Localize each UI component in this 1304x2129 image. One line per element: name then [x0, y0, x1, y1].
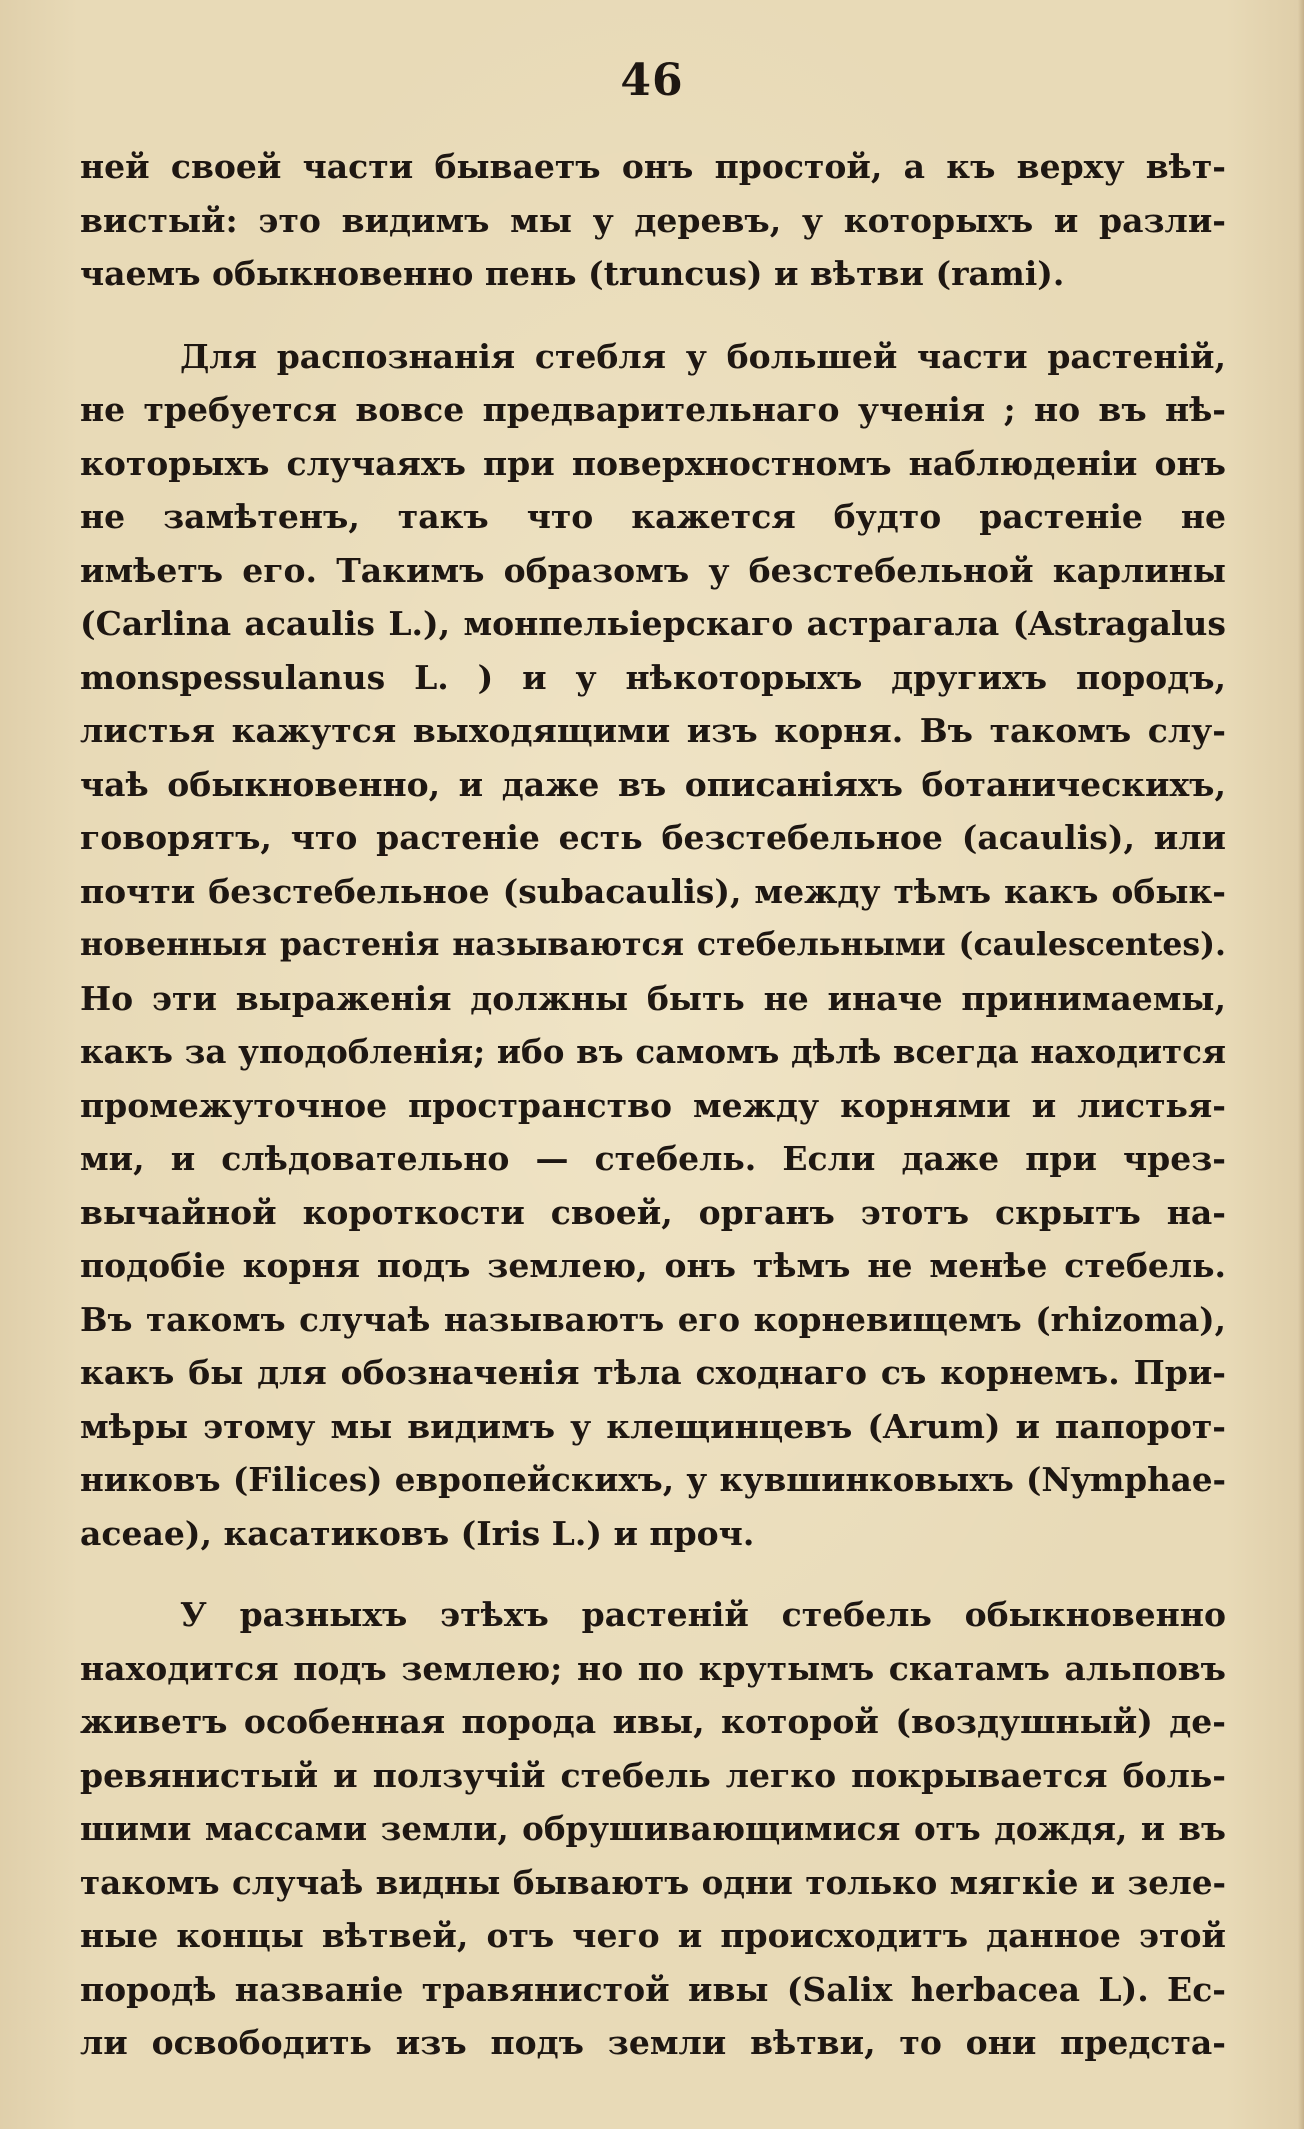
text-line: У разныхъ этѣхъ растеній стебель обыкновенно: [180, 1595, 1226, 1634]
text-line: новенныя растенія называются стебельными (caulescentes).: [80, 926, 1226, 963]
text-line: какъ бы для обозначенія тѣла сходнаго съ корнемъ. При-: [80, 1353, 1226, 1392]
text-line: monspessulanus L. ) и у нѣкоторыхъ другихъ породъ,: [80, 657, 1226, 697]
text-line: подобіе корня подъ землею, онъ тѣмъ не менѣе стебель.: [80, 1246, 1226, 1285]
text-line: чаѣ обыкновенно, и даже въ описаніяхъ ботаническихъ,: [80, 764, 1226, 804]
paragraph: [80, 1588, 1226, 2070]
paragraph-gap: [80, 1560, 1226, 1588]
page-edge-shadow: [1298, 0, 1304, 2129]
text-line: имѣетъ его. Такимъ образомъ у безстебельной карлины: [80, 550, 1226, 590]
text-line: породѣ названіе травянистой ивы (Salix herbacea L). Ес-: [80, 1969, 1226, 2009]
text-line: не требуется вовсе предварительнаго ученія ; но въ нѣ-: [80, 390, 1226, 429]
text-line: ней своей части бываетъ онъ простой, а къ верху вѣт-: [80, 147, 1226, 186]
text-line: какъ за уподобленія; ибо въ самомъ дѣлѣ всегда находится: [80, 1032, 1226, 1071]
text-line: Въ такомъ случаѣ называютъ его корневищемъ (rhizoma),: [80, 1299, 1226, 1339]
text-line: листья кажутся выходящими изъ корня. Въ такомъ слу-: [80, 711, 1226, 750]
text-line: которыхъ случаяхъ при поверхностномъ наблюденіи онъ: [80, 443, 1226, 483]
text-line: (Carlina acaulis L.), монпельіерскаго астрагала (Astragalus: [80, 604, 1226, 643]
text-line: живетъ особенная порода ивы, которой (воздушный) де-: [80, 1702, 1226, 1741]
text-line: ные концы вѣтвей, отъ чего и происходитъ данное этой: [80, 1916, 1226, 1955]
page-number: 46: [620, 55, 684, 106]
text-line: никовъ (Filices) европейскихъ, у кувшинковыхъ (Nymphae-: [80, 1460, 1226, 1499]
text-line: ревянистый и ползучій стебель легко покрывается боль-: [80, 1755, 1226, 1795]
text-line: мѣры этому мы видимъ у клещинцевъ (Arum) и папорот-: [80, 1406, 1226, 1446]
text-line: почти безстебельное (subacaulis), между тѣмъ какъ обык-: [80, 871, 1226, 911]
text-line: не замѣтенъ, такъ что кажется будто растеніе не: [80, 497, 1226, 536]
paragraph-gap: [80, 301, 1226, 330]
text-line: вычайной короткости своей, органъ этотъ скрытъ на-: [80, 1192, 1226, 1232]
text-line: ми, и слѣдовательно — стебель. Если даже при чрез-: [80, 1139, 1226, 1178]
text-line: промежуточное пространство между корнями и листья-: [80, 1085, 1226, 1125]
text-line: Но эти выраженія должны быть не иначе принимаемы,: [80, 978, 1226, 1018]
paragraph: [80, 140, 1226, 301]
text-line: шими массами земли, обрушивающимися отъ дождя, и въ: [80, 1809, 1226, 1848]
text-line: находится подъ землею; но по крутымъ скатамъ альповъ: [80, 1648, 1226, 1688]
text-line: Для распознанія стебля у большей части растеній,: [180, 336, 1226, 376]
paragraph: [80, 330, 1226, 1561]
text-line: ли освободить изъ подъ земли вѣтви, то они предста-: [80, 2023, 1226, 2062]
text-line: чаемъ обыкновенно пень (truncus) и вѣтви (rami).: [80, 254, 1065, 293]
text-line: говорятъ, что растеніе есть безстебельное (acaulis), или: [80, 818, 1226, 857]
text-line: такомъ случаѣ видны бываютъ одни только мягкіе и зеле-: [80, 1862, 1226, 1902]
text-line: aceae), касатиковъ (Iris L.) и проч.: [80, 1513, 755, 1553]
text-line: вистый: это видимъ мы у деревъ, у которыхъ и разли-: [80, 200, 1226, 240]
body-text: [80, 140, 1226, 2070]
